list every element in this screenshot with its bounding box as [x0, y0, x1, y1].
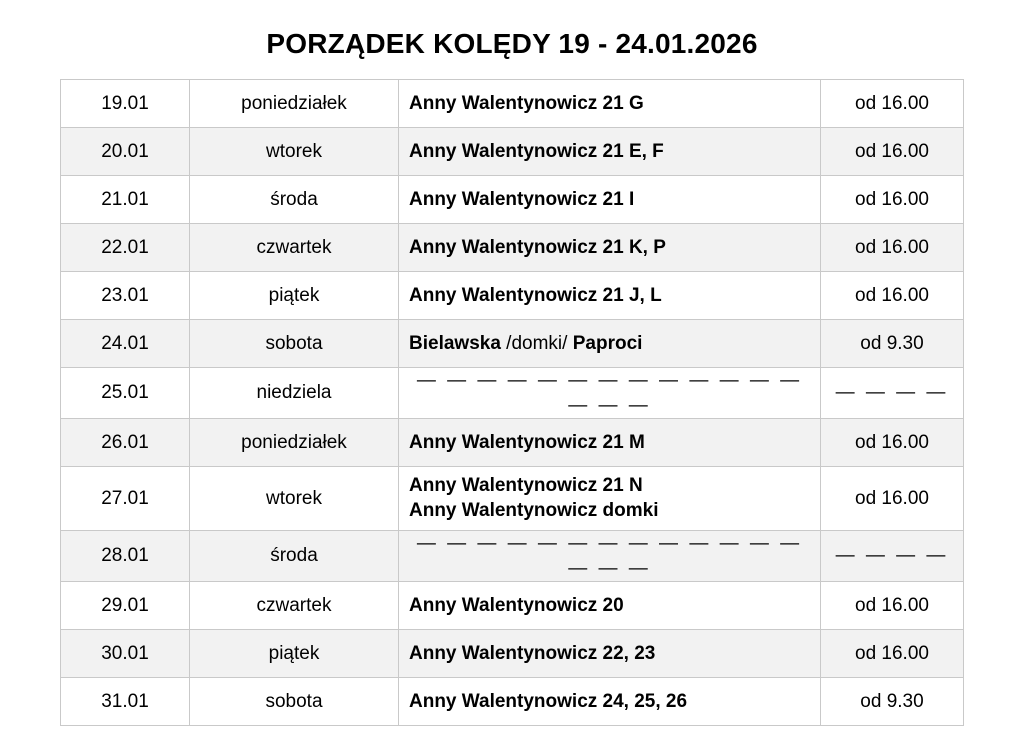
table-row: [61, 581, 964, 629]
cell-location: [399, 581, 821, 629]
cell-time: od 16.00: [821, 466, 964, 530]
location-line: Anny Walentynowicz 21 N: [409, 475, 643, 497]
page-title: PORZĄDEK KOLĘDY 19 - 24.01.2026: [266, 28, 758, 59]
cell-location: [399, 175, 821, 223]
schedule-table-body: [61, 79, 964, 725]
cell-weekday: poniedziałek: [190, 418, 399, 466]
cell-date: 27.01: [61, 466, 190, 530]
no-time-marker: — — — —: [835, 382, 949, 404]
table-row: [61, 629, 964, 677]
location-line: Anny Walentynowicz 21 I: [409, 188, 635, 210]
table-row: [61, 367, 964, 418]
table-row: [61, 466, 964, 530]
no-visit-marker: — — — — — — — — — — — — — — — —: [416, 369, 803, 416]
cell-time: od 9.30: [821, 319, 964, 367]
location-line: Anny Walentynowicz 21 E, F: [409, 140, 664, 162]
cell-weekday: wtorek: [190, 466, 399, 530]
cell-location: [399, 677, 821, 725]
cell-weekday: środa: [190, 175, 399, 223]
location-part-bold: Bielawska: [409, 332, 501, 354]
cell-location: [399, 127, 821, 175]
cell-date: 30.01: [61, 629, 190, 677]
location-line: Anny Walentynowicz 21 M: [409, 431, 645, 453]
location-part-bold-2: Paproci: [572, 332, 643, 354]
cell-weekday: czwartek: [190, 223, 399, 271]
cell-time: od 16.00: [821, 223, 964, 271]
location-line: Anny Walentynowicz domki: [409, 500, 659, 522]
cell-date: 22.01: [61, 223, 190, 271]
location-line: Anny Walentynowicz 20: [409, 594, 624, 616]
cell-location: [399, 418, 821, 466]
cell-weekday: niedziela: [190, 367, 399, 418]
location-line: Anny Walentynowicz 21 J, L: [409, 284, 662, 306]
cell-location: [399, 367, 821, 418]
schedule-table: [60, 79, 964, 726]
no-time-marker: — — — —: [835, 545, 949, 567]
cell-time: [821, 367, 964, 418]
cell-weekday: sobota: [190, 677, 399, 725]
cell-weekday: sobota: [190, 319, 399, 367]
cell-date: 29.01: [61, 581, 190, 629]
cell-time: [821, 530, 964, 581]
table-row: [61, 79, 964, 127]
cell-time: od 16.00: [821, 418, 964, 466]
cell-location: [399, 271, 821, 319]
cell-date: 24.01: [61, 319, 190, 367]
cell-date: 31.01: [61, 677, 190, 725]
cell-date: 25.01: [61, 367, 190, 418]
cell-date: 20.01: [61, 127, 190, 175]
cell-location: [399, 79, 821, 127]
table-row: [61, 319, 964, 367]
cell-time: od 9.30: [821, 677, 964, 725]
location-line: Anny Walentynowicz 22, 23: [409, 642, 656, 664]
cell-date: 23.01: [61, 271, 190, 319]
no-visit-marker: — — — — — — — — — — — — — — — —: [416, 532, 803, 579]
cell-weekday: środa: [190, 530, 399, 581]
table-row: [61, 530, 964, 581]
location-line: Anny Walentynowicz 21 G: [409, 92, 644, 114]
cell-time: od 16.00: [821, 175, 964, 223]
cell-location: [399, 530, 821, 581]
cell-weekday: wtorek: [190, 127, 399, 175]
schedule-table-wrapper: [60, 79, 964, 726]
cell-location: [399, 319, 821, 367]
table-row: [61, 677, 964, 725]
table-row: [61, 223, 964, 271]
cell-time: od 16.00: [821, 271, 964, 319]
location-line: Anny Walentynowicz 21 K, P: [409, 236, 666, 258]
cell-weekday: poniedziałek: [190, 79, 399, 127]
cell-time: od 16.00: [821, 581, 964, 629]
cell-weekday: czwartek: [190, 581, 399, 629]
cell-date: 28.01: [61, 530, 190, 581]
cell-time: od 16.00: [821, 127, 964, 175]
cell-date: 19.01: [61, 79, 190, 127]
table-row: [61, 271, 964, 319]
table-row: [61, 127, 964, 175]
location-part-normal: /domki/: [500, 332, 573, 354]
cell-weekday: piątek: [190, 271, 399, 319]
document-page: [0, 27, 1024, 750]
table-row: [61, 175, 964, 223]
cell-time: od 16.00: [821, 629, 964, 677]
cell-weekday: piątek: [190, 629, 399, 677]
cell-time: od 16.00: [821, 79, 964, 127]
cell-date: 26.01: [61, 418, 190, 466]
cell-location: [399, 223, 821, 271]
cell-date: 21.01: [61, 175, 190, 223]
table-row: [61, 418, 964, 466]
cell-location: [399, 466, 821, 530]
cell-location: [399, 629, 821, 677]
location-line: Anny Walentynowicz 24, 25, 26: [409, 690, 688, 712]
